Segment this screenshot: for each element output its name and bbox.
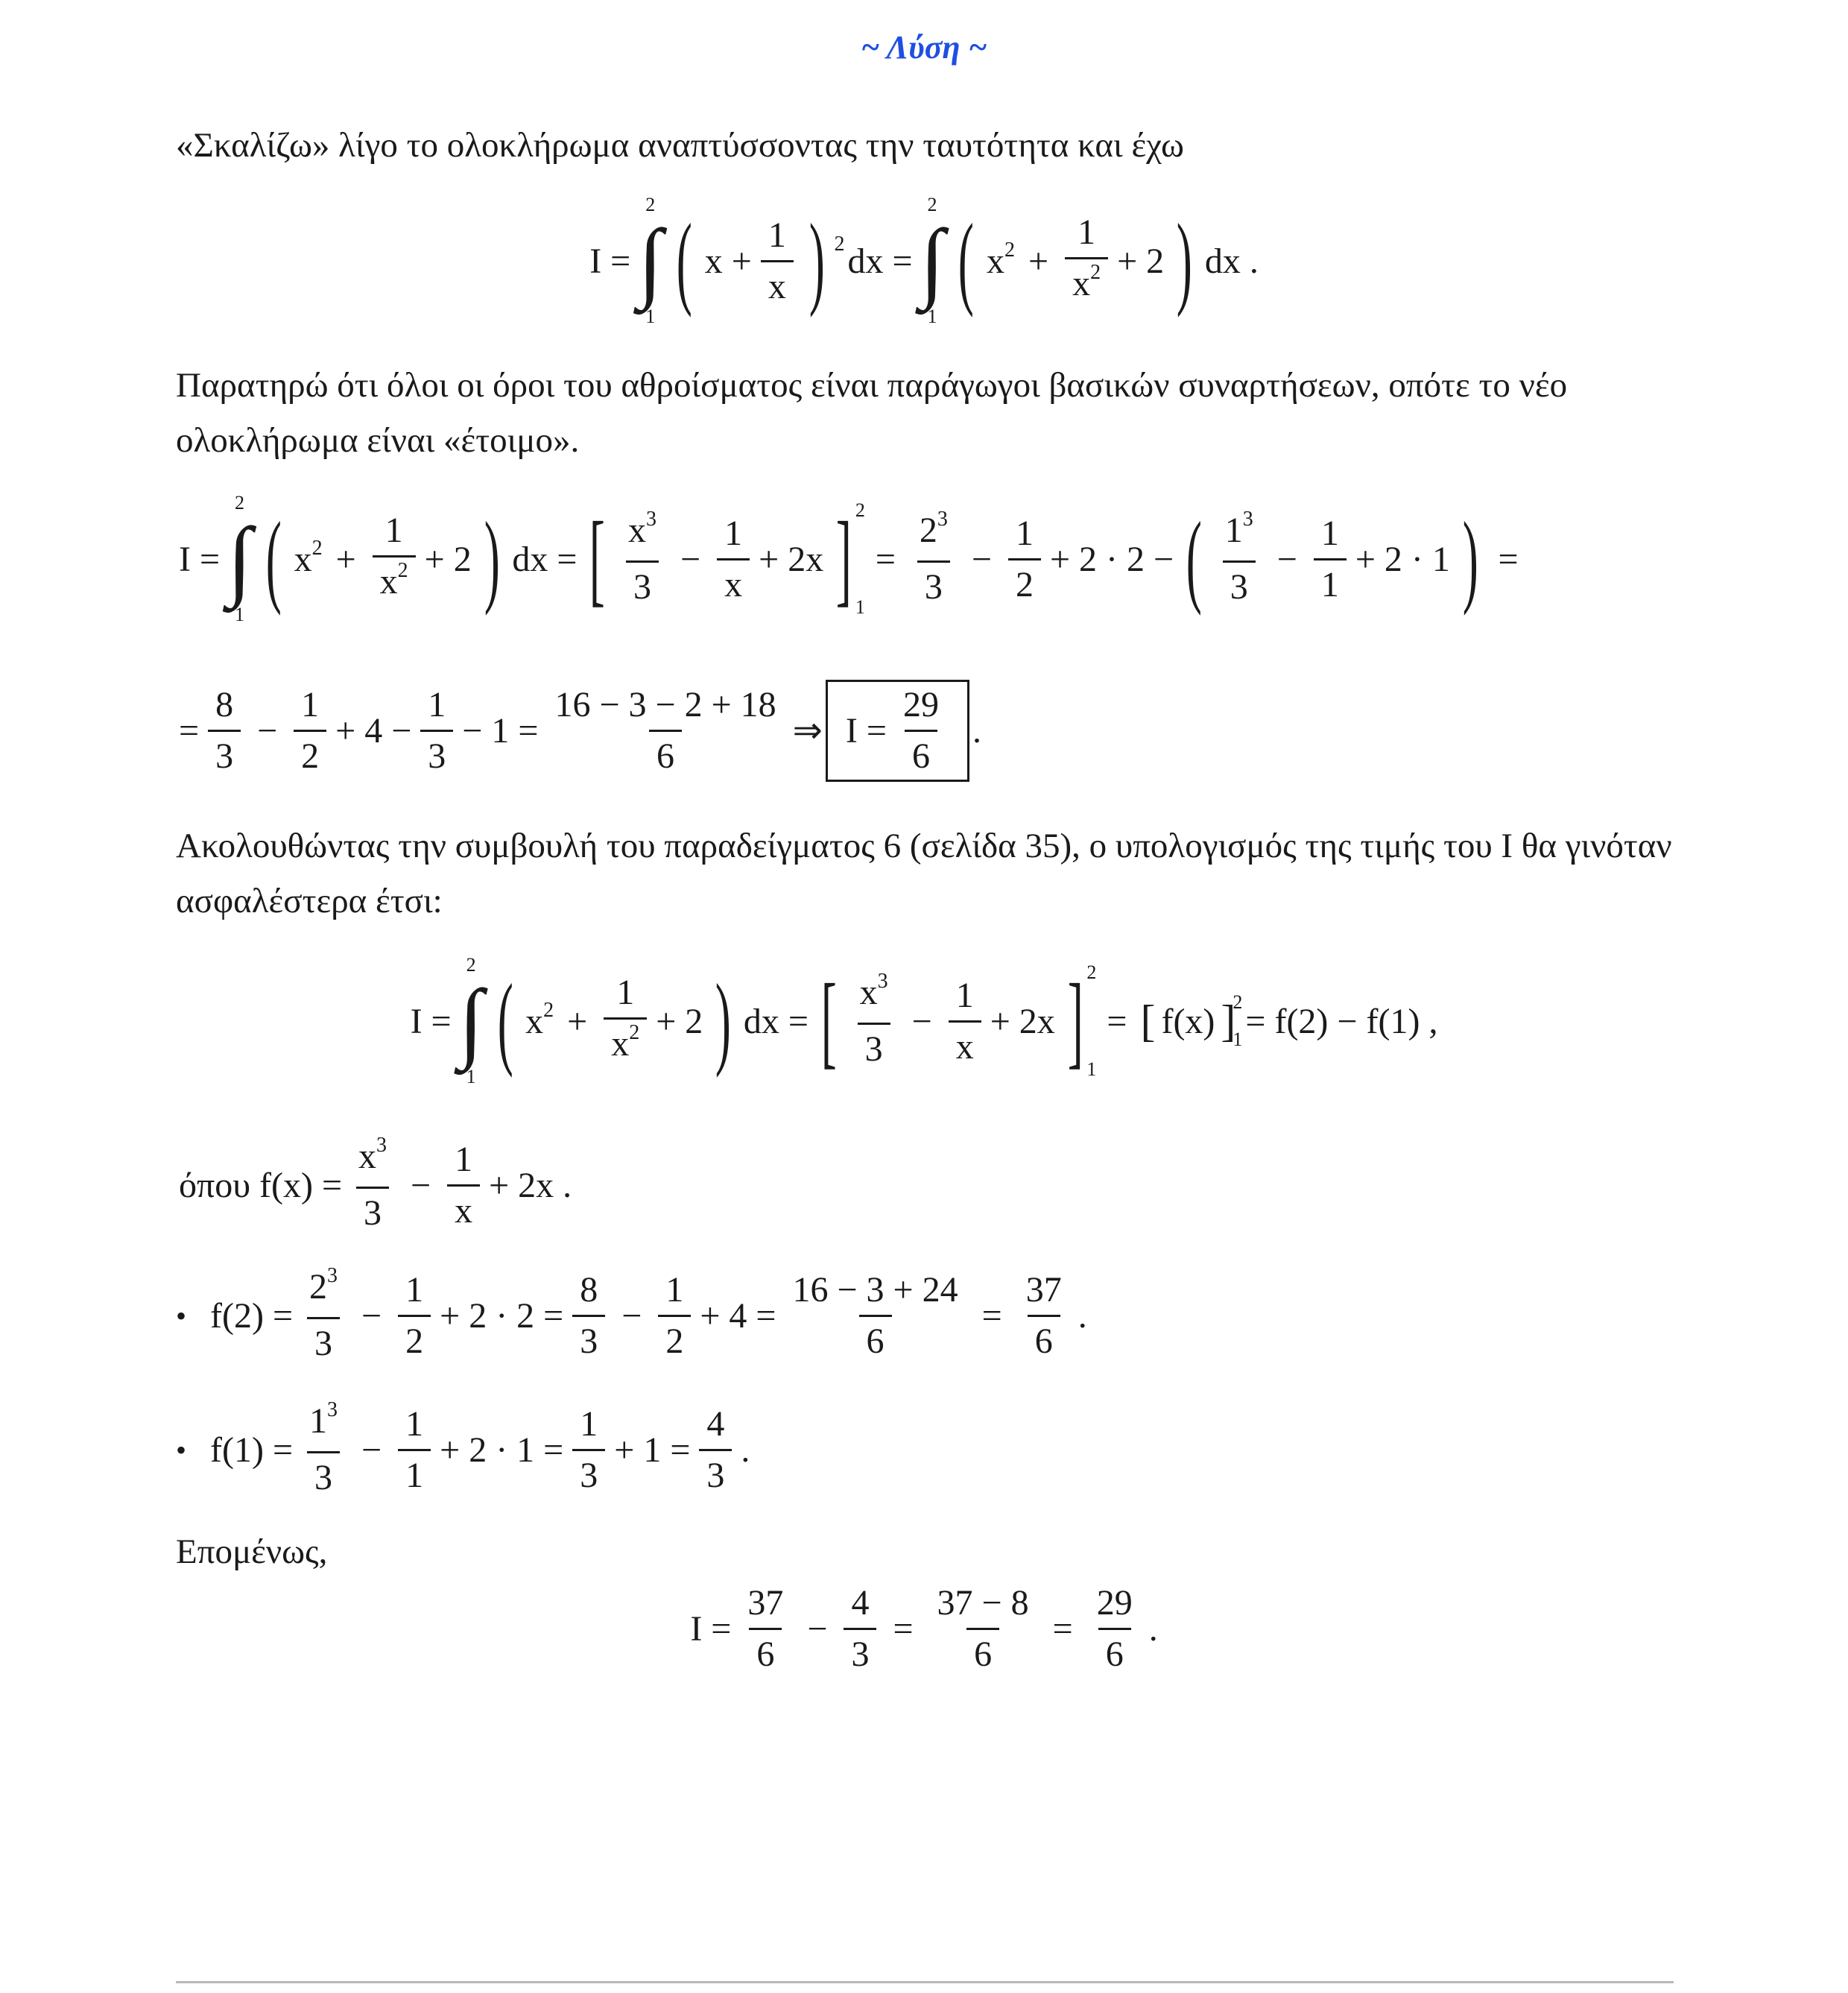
fraction — [420, 685, 453, 777]
eq1-plus-two: + 2 — [1117, 241, 1165, 281]
denominator: 1 — [1314, 558, 1347, 605]
equation-final — [0, 1573, 1848, 1684]
fraction — [717, 514, 750, 605]
intro-paragraph: «Σκαλίζω» λίγο το ολοκλήρωμα αναπτύσσοντας την ταυτότητα και έχω — [176, 126, 1184, 165]
fraction — [699, 1404, 732, 1496]
denominator: x — [761, 260, 794, 307]
right-bracket-icon: ] — [1067, 963, 1083, 1078]
numerator: $1^3$ — [309, 1398, 338, 1441]
fraction — [896, 685, 946, 777]
denominator: 6 — [649, 730, 682, 777]
denominator: 3 — [572, 1449, 605, 1496]
bullet-f1 — [176, 1394, 753, 1506]
denominator: 3 — [356, 1187, 389, 1234]
numerator: $1^3$ — [1224, 508, 1253, 550]
numerator: 37 − 8 — [937, 1582, 1029, 1623]
integral-sign — [920, 194, 945, 328]
eq1-dx: dx = — [847, 241, 913, 281]
denominator: 3 — [917, 560, 950, 607]
numerator: 1 — [405, 1269, 424, 1310]
fraction — [1008, 514, 1041, 605]
bullet-icon: • — [176, 1298, 187, 1333]
denominator: x — [717, 558, 750, 605]
denominator: 3 — [307, 1451, 340, 1498]
mid-terms: + 4 = — [700, 1295, 776, 1336]
denominator: 2 — [294, 730, 326, 777]
denominator: 3 — [572, 1315, 605, 1362]
numerator: 16 − 3 + 24 — [792, 1269, 958, 1310]
upper-limit: 2 — [855, 499, 865, 521]
bracket-limits — [855, 499, 865, 619]
fraction — [398, 1404, 431, 1496]
numerator: 1 — [301, 684, 320, 724]
minus-op: − — [971, 539, 992, 579]
right-bracket-icon: ] — [1221, 996, 1236, 1046]
numerator: 8 — [580, 1269, 598, 1310]
fraction — [572, 1404, 605, 1496]
minus-op: − — [911, 1001, 932, 1041]
right-paren-icon: ) — [715, 963, 732, 1078]
denominator: $x^2$ — [373, 555, 416, 607]
lower-limit: 1 — [927, 306, 937, 327]
lower-limit: 1 — [235, 604, 244, 625]
eq1-dx-end: dx . — [1204, 241, 1259, 281]
numerator: 1 — [428, 684, 446, 724]
answer-lhs: I = — [845, 710, 887, 751]
right-paren-icon: ) — [484, 501, 500, 616]
numerator: $x^3$ — [628, 508, 657, 550]
mid-terms: + 2 · 1 = — [440, 1430, 564, 1470]
lower-limit: 1 — [1232, 1029, 1243, 1050]
numerator: 37 — [747, 1582, 784, 1623]
denominator: 3 — [208, 730, 241, 777]
equals-op: = — [1052, 1608, 1073, 1649]
numerator: $x^3$ — [358, 1134, 387, 1176]
plus-op: + — [1028, 241, 1049, 281]
implies-icon: ⇒ — [792, 711, 823, 751]
equation-result — [176, 671, 984, 790]
left-paren-icon: ( — [1186, 501, 1202, 616]
dx: dx = — [512, 539, 578, 579]
result-terms: = f(2) − f(1) , — [1245, 1001, 1438, 1041]
fraction — [852, 970, 896, 1070]
upper-limit: 2 — [927, 194, 937, 215]
fraction — [621, 508, 664, 607]
denominator: 2 — [658, 1315, 691, 1362]
fraction — [1314, 514, 1347, 605]
eq2-lhs: I = — [179, 539, 221, 579]
denominator: 6 — [905, 730, 937, 777]
denominator: 6 — [859, 1315, 892, 1362]
minus-op: − — [1276, 539, 1297, 579]
denominator: x — [447, 1184, 480, 1231]
denominator: 1 — [398, 1449, 431, 1496]
eq1-term-x2: $x^2$ — [987, 238, 1016, 281]
denominator: 6 — [1098, 1628, 1131, 1675]
plus-2x: + 2x — [990, 1001, 1055, 1041]
equals-op: = — [981, 1295, 1002, 1336]
minus-op: − — [257, 710, 278, 751]
integral-icon: ∫ — [458, 971, 484, 1070]
fraction — [294, 685, 326, 777]
denominator: $x^2$ — [604, 1017, 647, 1070]
period: . — [1078, 1295, 1087, 1336]
denominator: 3 — [1223, 560, 1256, 607]
tail-terms: + 2x . — [489, 1165, 572, 1205]
plus-op: + — [335, 539, 356, 579]
denominator: 6 — [1028, 1315, 1060, 1362]
f1-lhs: f(1) = — [210, 1430, 294, 1470]
numerator: 1 — [1015, 513, 1034, 553]
denominator: 3 — [858, 1023, 890, 1070]
fraction — [844, 1583, 876, 1675]
numerator: 1 — [580, 1403, 598, 1444]
period: . — [741, 1430, 750, 1470]
fraction — [208, 685, 241, 777]
denominator: 6 — [749, 1628, 782, 1675]
mid-terms: + 4 − — [335, 710, 412, 751]
numerator: 37 — [1025, 1269, 1062, 1310]
denominator: x — [949, 1020, 981, 1067]
fraction — [302, 1264, 345, 1364]
fraction — [572, 1270, 605, 1362]
left-paren-icon: ( — [265, 501, 282, 616]
integral-icon: ∫ — [227, 509, 252, 608]
therefore-paragraph: Επομένως, — [176, 1532, 328, 1571]
fraction — [785, 1270, 965, 1362]
fraction — [1218, 508, 1261, 607]
mid-terms: + 2 · 2 = — [440, 1295, 564, 1336]
fraction — [740, 1583, 791, 1675]
left-bracket-icon: [ — [589, 501, 606, 616]
fraction — [912, 508, 955, 607]
fraction — [1089, 1583, 1140, 1675]
denominator: 2 — [1008, 558, 1041, 605]
numerator: 29 — [902, 684, 939, 724]
plus-2x: + 2x — [759, 539, 824, 579]
fraction — [1065, 212, 1108, 309]
mid-terms: + 2 · 2 − — [1049, 539, 1174, 579]
eq1-term-x: x + — [704, 241, 752, 281]
numerator: 1 — [385, 511, 403, 550]
exponent: 2 — [834, 233, 845, 256]
numerator: 1 — [768, 215, 786, 255]
numerator: 4 — [851, 1582, 870, 1623]
numerator: 1 — [405, 1403, 424, 1444]
denominator: 3 — [626, 560, 659, 607]
numerator: 1 — [455, 1139, 473, 1179]
fraction — [398, 1270, 431, 1362]
equals-op: = — [179, 710, 200, 751]
minus-op: − — [680, 539, 701, 579]
numerator: 1 — [1320, 513, 1339, 553]
bracket-limits — [1086, 961, 1096, 1081]
denominator: 2 — [398, 1315, 431, 1362]
numerator: 29 — [1096, 1582, 1133, 1623]
right-paren-icon: ) — [1462, 501, 1478, 616]
right-paren-icon: ) — [808, 203, 825, 318]
fraction — [949, 976, 981, 1067]
numerator: 16 − 3 − 2 + 18 — [554, 684, 776, 724]
numerator: 1 — [724, 513, 743, 553]
fraction — [302, 1398, 345, 1498]
integral-icon: ∫ — [638, 211, 663, 310]
upper-limit: 2 — [1086, 961, 1097, 983]
plus-op: + — [567, 1001, 588, 1041]
denominator: 3 — [844, 1628, 876, 1675]
numerator: $x^3$ — [859, 970, 888, 1012]
equation-safe-method — [0, 947, 1848, 1096]
plus-two: + 2 — [656, 1001, 703, 1041]
fraction — [930, 1583, 1037, 1675]
right-paren-icon: ) — [1177, 203, 1192, 318]
upper-limit: 2 — [466, 954, 476, 976]
boxed-answer — [826, 680, 969, 782]
period: . — [1148, 1608, 1158, 1649]
left-bracket-icon: [ — [1140, 996, 1156, 1046]
plus-two: + 2 — [424, 539, 472, 579]
bullet-icon: • — [176, 1433, 187, 1467]
numerator: $2^3$ — [919, 508, 948, 550]
mid-terms: − 1 = — [462, 710, 539, 751]
mid-terms: + 1 = — [614, 1430, 691, 1470]
eq1-lhs: I = — [589, 241, 631, 281]
term-x2: $x^2$ — [525, 998, 554, 1041]
numerator: 1 — [616, 973, 635, 1012]
fx-term: f(x) — [1161, 1001, 1215, 1041]
numerator: 1 — [665, 1269, 684, 1310]
numerator: 1 — [955, 975, 974, 1015]
f2-lhs: f(2) = — [210, 1295, 294, 1336]
minus-op: − — [807, 1608, 828, 1649]
integral-icon: ∫ — [920, 211, 945, 310]
fraction — [351, 1134, 394, 1234]
lower-limit: 1 — [1086, 1058, 1097, 1080]
lower-limit: 1 — [855, 596, 865, 618]
upper-limit: 2 — [645, 194, 656, 215]
fraction — [1019, 1270, 1069, 1362]
bracket-limits — [1232, 991, 1242, 1051]
fraction — [373, 511, 416, 607]
period: . — [972, 710, 981, 751]
right-bracket-icon: ] — [836, 501, 852, 616]
minus-op: − — [361, 1295, 382, 1336]
fraction — [447, 1140, 480, 1231]
denominator: $x^2$ — [1065, 257, 1108, 309]
equals-op: = — [1107, 1001, 1127, 1041]
upper-limit: 2 — [235, 492, 244, 514]
dx: dx = — [743, 1001, 808, 1041]
f-def-prefix: όπου f(x) = — [179, 1165, 343, 1205]
advice-paragraph: Ακολουθώντας την συμβουλή του παραδείγματος 6 (σελίδα 35), ο υπολογισμός της τιμής του I θα γινόταν ασφαλέστερα έτσι: — [176, 827, 1672, 920]
denominator: 3 — [699, 1449, 732, 1496]
numerator: 4 — [706, 1403, 725, 1444]
eq4-lhs: I = — [410, 1001, 452, 1041]
integral-sign — [638, 194, 662, 328]
left-paren-icon: ( — [497, 963, 513, 1078]
lower-limit: 1 — [645, 306, 656, 327]
equals-op: = — [875, 539, 896, 579]
left-paren-icon: ( — [958, 203, 975, 318]
left-paren-icon: ( — [676, 203, 692, 318]
denominator: 6 — [966, 1628, 999, 1675]
bullet-f2 — [176, 1260, 1090, 1371]
minus-op: − — [621, 1295, 642, 1336]
left-bracket-icon: [ — [820, 963, 837, 1078]
minus-op: − — [411, 1165, 431, 1205]
observation-paragraph: Παρατηρώ ότι όλοι οι όροι του αθροίσματος είναι παράγωγοι βασικών συναρτήσεων, οπότε το νέο ολοκλήρωμα είναι «έτοιμο». — [176, 366, 1568, 460]
numerator: 1 — [1078, 212, 1096, 252]
equation-evaluation — [176, 484, 1529, 634]
equals-op: = — [893, 1608, 914, 1649]
denominator: 3 — [307, 1317, 340, 1364]
fraction — [604, 973, 647, 1070]
tail-terms: + 2 · 1 — [1355, 539, 1450, 579]
equals-op: = — [1498, 539, 1519, 579]
term-x2: $x^2$ — [294, 536, 323, 579]
lower-limit: 1 — [466, 1066, 476, 1087]
numerator: $2^3$ — [309, 1264, 338, 1307]
upper-limit: 2 — [1232, 991, 1243, 1013]
fraction — [547, 685, 783, 777]
equation-expansion — [0, 186, 1848, 335]
solution-title: ~ Λύση ~ — [861, 29, 987, 66]
final-lhs: I = — [690, 1608, 732, 1649]
integral-sign — [227, 492, 252, 626]
minus-op: − — [361, 1430, 382, 1470]
numerator: 8 — [215, 684, 234, 724]
fraction — [658, 1270, 691, 1362]
fraction — [761, 215, 794, 307]
denominator: 3 — [420, 730, 453, 777]
equation-f-definition — [176, 1129, 575, 1241]
integral-sign — [459, 954, 484, 1088]
footer-divider — [176, 1981, 1674, 1983]
